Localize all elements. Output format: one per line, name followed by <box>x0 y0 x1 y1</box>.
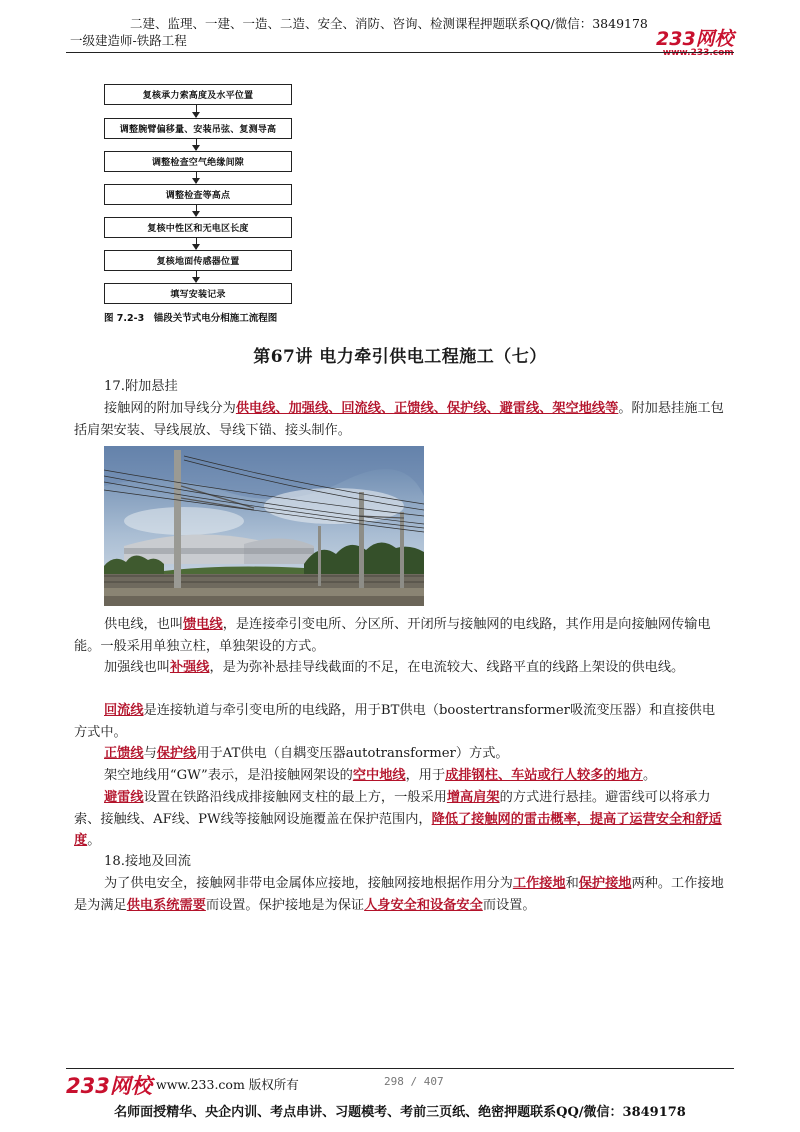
lecture-title: 第67讲 电力牵引供电工程施工（七） <box>253 347 547 367</box>
flow-step: 复核中性区和无电区长度 <box>104 217 292 238</box>
catenary-photo <box>104 446 424 606</box>
paragraph-return-line <box>74 700 724 743</box>
flow-arrow <box>196 139 197 150</box>
highlight-reinforcing: 补强线 <box>169 660 210 675</box>
text: 。 <box>642 768 657 783</box>
text: 供电线，也叫 <box>104 617 184 632</box>
text: 设置在铁路沿线成排接触网支柱的最上方，一般采用 <box>143 790 447 805</box>
page-number: 298 / 407 <box>384 1075 444 1088</box>
highlight-wire-types: 供电线、加强线、回流线、正馈线、保护线、避雷线、架空地线等 <box>235 401 619 416</box>
text: ，用于 <box>405 768 446 783</box>
flow-arrow <box>196 271 197 282</box>
flow-arrow <box>196 105 197 117</box>
text: 而设置。 <box>482 897 536 913</box>
text: 接触网的附加导线分为 <box>104 401 236 416</box>
header-ad-text: 二建、监理、一建、一造、二造、安全、消防、咨询、检测课程押题联系QQ/微信：3849178 <box>130 16 648 31</box>
text: ，是连接牵引变电所、分区所、开闭所与接触网的电线路，其作用是向接触网传输电能。一般采用单独立柱，单独架设的方式。 <box>74 617 711 654</box>
paragraph-reinforcing-line <box>74 657 724 679</box>
highlight-system-need: 供电系统需要 <box>126 897 206 913</box>
text: 。 <box>87 833 101 848</box>
highlight-protection-line: 保护线 <box>156 746 197 761</box>
brand-logo-footer: 233网校 <box>66 1074 152 1098</box>
header-divider <box>66 52 734 53</box>
flow-arrow <box>196 238 197 249</box>
figure-caption: 图 7.2-3 锚段关节式电分相施工流程图 <box>104 313 278 324</box>
paragraph-positive-feeder <box>74 743 724 765</box>
brand-logo-text: 233网校 <box>656 28 734 50</box>
text: 与 <box>143 746 157 761</box>
flow-step: 复核承力索高度及水平位置 <box>104 84 292 105</box>
highlight-return: 回流线 <box>104 703 144 718</box>
flow-arrow <box>196 172 197 183</box>
text: 架空地线用“GW”表示，是沿接触网架设的 <box>104 768 353 783</box>
paragraph-lightning-wire <box>74 787 724 852</box>
footer-copyright: www.233.com 版权所有 <box>156 1077 299 1092</box>
highlight-usage-places: 成排钢柱、车站或行人较多的地方 <box>445 768 643 783</box>
section-heading-17: 17.附加悬挂 <box>104 379 178 394</box>
text: 和 <box>565 876 579 891</box>
flow-step: 复核地面传感器位置 <box>104 250 292 271</box>
text: 用于AT供电（自耦变压器autotransformer）方式。 <box>196 746 509 761</box>
flow-step: 调整检查空气绝缘间隙 <box>104 151 292 172</box>
text: 两种。工作接地是为满足 <box>74 876 724 913</box>
text: 的方式进行悬挂。避雷线可以将承力索、接触线、AF线、PW线等接触网设施覆盖在保护范围内， <box>74 790 711 827</box>
paragraph-additional-wires <box>74 398 724 441</box>
text: ，是为弥补悬挂导线截面的不足，在电流较大、线路平直的线路上架设的供电线。 <box>209 660 685 675</box>
footer-ad-text: 名师面授精华、央企内训、考点串讲、习题模考、考前三页纸、绝密押题联系QQ/微信：3849178 <box>114 1105 686 1120</box>
paragraph-feeder-line <box>74 614 724 657</box>
highlight-positive-feeder: 正馈线 <box>104 746 144 761</box>
footer-divider <box>66 1068 734 1069</box>
highlight-aerial-ground: 空中地线 <box>352 768 406 783</box>
paragraph-grounding <box>74 873 724 916</box>
text: 是连接轨道与牵引变电所的电线路，用于BT供电（boostertransformer吸流变压器）和直接供电方式中。 <box>74 703 716 740</box>
text: 加强线也叫 <box>104 660 170 675</box>
highlight-lightning-wire: 避雷线 <box>104 790 144 805</box>
paragraph-ground-wire <box>74 765 724 787</box>
flow-step: 调整检查等高点 <box>104 184 292 205</box>
flow-arrow <box>196 205 197 216</box>
document-subject: 一级建造师-铁路工程 <box>70 33 187 48</box>
text: 。附加悬挂施工包括肩架安装、导线展放、导线下锚、接头制作。 <box>74 401 724 438</box>
highlight-lightning-benefit: 降低了接触网的雷击概率，提高了运营安全和舒适度 <box>74 811 722 848</box>
text: 为了供电安全，接触网非带电金属体应接地，接触网接地根据作用分为 <box>104 876 513 891</box>
section-heading-18: 18.接地及回流 <box>104 854 191 869</box>
highlight-protective-ground: 保护接地 <box>578 876 632 891</box>
flow-step: 填写安装记录 <box>104 283 292 304</box>
highlight-feeder: 馈电线 <box>183 617 223 632</box>
brand-logo-url: www.233.com <box>662 48 734 58</box>
flow-step: 调整腕臂偏移量、安装吊弦、复测导高 <box>104 118 292 139</box>
text: 而设置。保护接地是为保证 <box>205 897 365 913</box>
highlight-safety: 人身安全和设备安全 <box>364 897 483 913</box>
highlight-raised-bracket: 增高肩架 <box>446 790 500 805</box>
highlight-working-ground: 工作接地 <box>512 876 566 891</box>
